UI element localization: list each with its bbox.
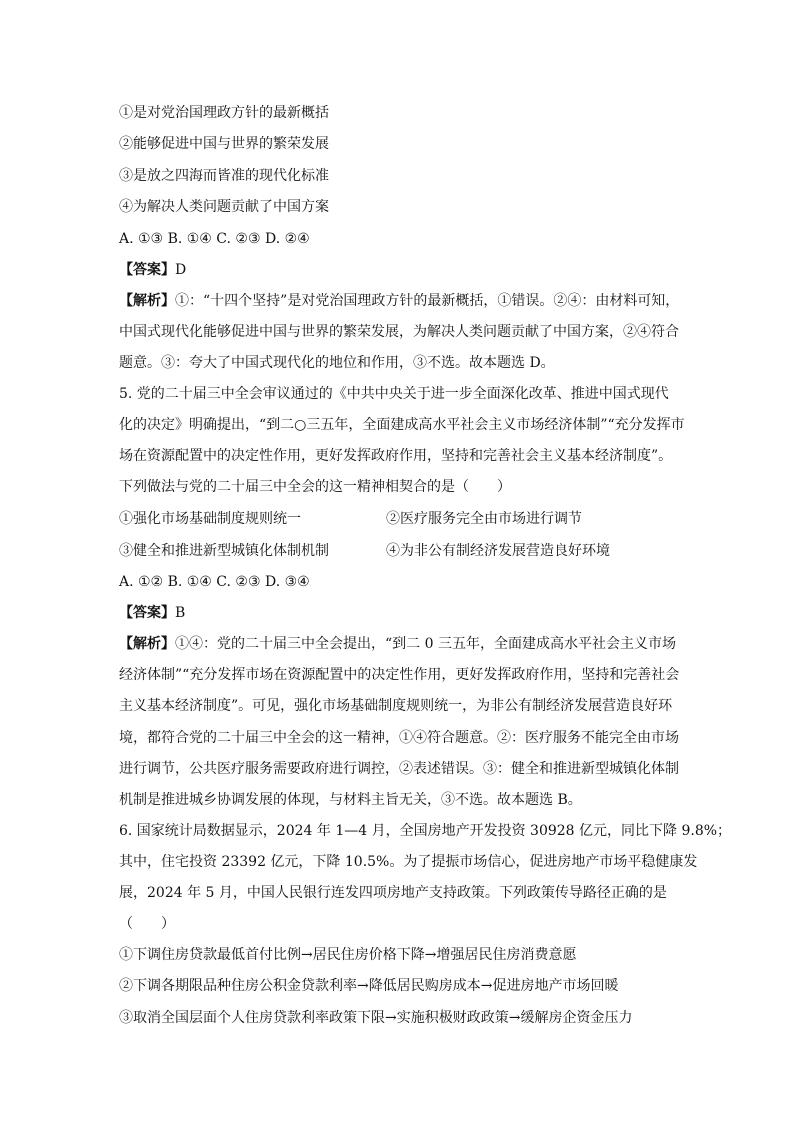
q5-option-2: ②医疗服务完全由市场进行调节 — [386, 511, 582, 527]
q6-stem-line-4: （ ） — [119, 916, 175, 932]
analysis-label: 【解析】 — [119, 636, 175, 652]
q5-analysis-line-5: 进行调节，公共医疗服务需要政府进行调控，②表述错误。③：健全和推进新型城镇化体制 — [119, 761, 679, 777]
analysis-text: ①④：党的二十届三中全会提出，“到二 0 三五年，全面建成高水平社会主义市场 — [175, 636, 676, 652]
q4-option-1: ①是对党治国理政方针的最新概括 — [119, 105, 329, 121]
q5-option-4: ④为非公有制经济发展营造良好环境 — [386, 543, 610, 559]
q6-stem-line-3: 展，2024 年 5 月，中国人民银行连发四项房地产支持政策。下列政策传导路径正确的是 — [119, 885, 667, 901]
analysis-label: 【解析】 — [119, 293, 175, 309]
answer-value: D — [175, 262, 187, 278]
q5-stem-line-1: 5. 党的二十届三中全会审议通过的《中共中央关于进一步全面深化改革、推进中国式现代 — [119, 386, 669, 402]
q5-stem-line-4: 下列做法与党的二十届三中全会的这一精神相契合的是（ ） — [119, 479, 511, 495]
q5-option-1: ①强化市场基础制度规则统一 — [119, 511, 301, 527]
analysis-text: ①：“十四个坚持”是对党治国理政方针的最新概括，①错误。②④：由材料可知， — [175, 293, 680, 309]
q4-analysis-line-2: 中国式现代化能够促进中国与世界的繁荣发展，为解决人类问题贡献了中国方案，②④符合 — [119, 324, 679, 340]
q5-analysis-line-3: 主义基本经济制度”。可见，强化市场基础制度规则统一，为非公有制经济发展营造良好环 — [119, 698, 673, 714]
q4-option-2: ②能够促进中国与世界的繁荣发展 — [119, 136, 329, 152]
q5-answer — [119, 604, 185, 622]
answer-label: 【答案】 — [119, 605, 175, 621]
q4-analysis-line-1 — [119, 292, 679, 310]
q6-stem-line-1: 6. 国家统计局数据显示，2024 年 1—4 月，全国房地产开发投资 30928 亿元，同比下降 9.8%； — [119, 823, 732, 839]
q6-option-2: ②下调各期限品种住房公积金贷款利率→降低居民购房成本→促进房地产市场回暖 — [119, 978, 619, 994]
q5-analysis-line-6: 机制是推进城乡协调发展的体现，与材料主旨无关，③不选。故本题选 B。 — [119, 792, 582, 808]
q5-choices: A. ①② B. ①④ C. ②③ D. ③④ — [119, 574, 310, 590]
q4-option-4: ④为解决人类问题贡献了中国方案 — [119, 199, 329, 215]
answer-value: B — [175, 605, 186, 621]
q4-option-3: ③是放之四海而皆准的现代化标准 — [119, 168, 329, 184]
q6-option-3: ③取消全国层面个人住房贷款利率政策下限→实施积极财政政策→缓解房企资金压力 — [119, 1010, 633, 1026]
q5-option-3: ③健全和推进新型城镇化体制机制 — [119, 543, 329, 559]
answer-label: 【答案】 — [119, 262, 175, 278]
q6-stem-line-2: 其中，住宅投资 23392 亿元，下降 10.5%。为了提振市场信心，促进房地产市场平稳健康发 — [119, 854, 698, 870]
q5-stem-line-3: 场在资源配置中的决定性作用，更好发挥政府作用，坚持和完善社会主义基本经济制度”。 — [119, 448, 673, 464]
q4-choices: A. ①③ B. ①④ C. ②③ D. ②④ — [119, 231, 310, 247]
q5-analysis-line-4: 境，都符合党的二十届三中全会的这一精神，①④符合题意。②：医疗服务不能完全由市场 — [119, 730, 679, 746]
q6-option-1: ①下调住房贷款最低首付比例→居民住房价格下降→增强居民住房消费意愿 — [119, 947, 577, 963]
q4-analysis-line-3: 题意。③：夸大了中国式现代化的地位和作用，③不选。故本题选 D。 — [119, 355, 555, 371]
q5-analysis-line-1 — [119, 635, 676, 653]
q5-stem-line-2: 化的决定》明确提出，“到二○三五年，全面建成高水平社会主义市场经济体制”“充分发挥市 — [119, 417, 685, 433]
q4-answer — [119, 261, 186, 279]
q5-analysis-line-2: 经济体制”“充分发挥市场在资源配置中的决定性作用，更好发挥政府作用，坚持和完善社会 — [119, 667, 680, 683]
